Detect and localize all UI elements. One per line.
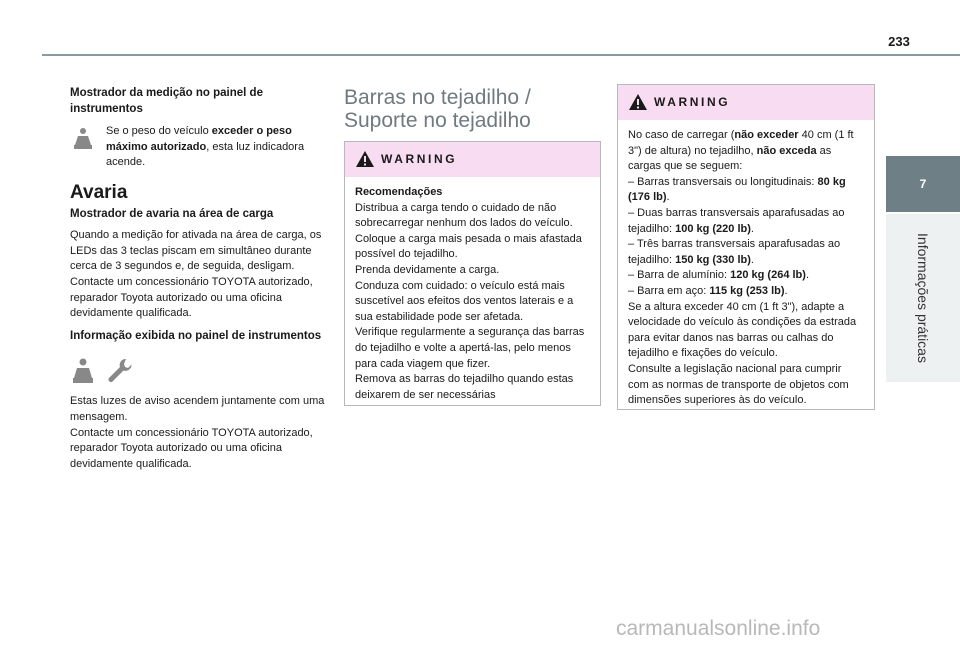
- load-item: – Barras transversais ou longitudinais: 80 kg (176 lb).: [628, 175, 846, 204]
- watermark: carmanualsonline.info: [616, 617, 821, 640]
- rec-line: Prenda devidamente a carga.: [355, 263, 500, 276]
- warning-triangle-icon: [628, 93, 648, 111]
- rec-line: Distribua a carga tendo o cuidado de não sobrecarregar nenhum dos lados do veículo.: [355, 201, 573, 230]
- wrench-icon: [105, 356, 133, 392]
- paragraph-contact-1: Contacte um concessionário TOYOTA autorizado, reparador Toyota autorizado ou uma oficina devidamente qualificada.: [70, 275, 313, 320]
- warning-header: [618, 85, 874, 120]
- height-paragraph: Se a altura exceder 40 cm (1 ft 3"), adapte a velocidade do veículo às condições da estrada para evitar danos nas barras ou calhas do tejadilho e fixações do veículo.: [628, 300, 857, 360]
- warning-box-roof-bars: [344, 141, 601, 406]
- paragraph-contact-2: Contacte um concessionário TOYOTA autorizado, reparador Toyota autorizado ou uma oficina devidamente qualificada.: [70, 426, 313, 470]
- roof-bars-title-line2: Suporte no tejadilho: [344, 109, 531, 132]
- recommendations-title: Recomendações: [355, 186, 443, 198]
- paragraph-lights: Estas luzes de aviso acendem juntamente com uma mensagem.: [70, 395, 325, 423]
- load-item: – Barra de alumínio: 120 kg (264 lb).: [628, 269, 810, 282]
- warning-triangle-icon: [355, 150, 375, 168]
- weight-person-icon: [70, 126, 96, 158]
- heading-cargo-fault: Mostrador de avaria na área de carga: [70, 207, 274, 220]
- chapter-title: Informações práticas: [915, 233, 931, 363]
- legislation-paragraph: Consulte a legislação nacional para cumprir com as normas de transporte de objetos com dimensões superiores às do veículo.: [628, 362, 849, 407]
- column-1: [70, 86, 328, 472]
- load-item: – Duas barras transversais aparafusadas ao tejadilho: 100 kg (220 lb).: [628, 206, 845, 235]
- load-item: – Barra em aço: 115 kg (253 lb).: [628, 284, 788, 297]
- heading-measurement-display: Mostrador da medição no painel de instrumentos: [70, 87, 263, 115]
- warning-icons-row: [70, 356, 328, 388]
- intro-text: Se o peso do veículo exceder o peso máximo autorizado, esta luz indicadora acende.: [106, 125, 305, 169]
- chapter-number-tab[interactable]: 7: [886, 156, 960, 212]
- page-number: 233: [888, 34, 910, 49]
- paragraph-leds: Quando a medição for ativada na área de carga, os LEDs das 3 teclas piscam em simultâneo durante cerca de 3 segundos e, de seguida, desligam.: [70, 229, 322, 273]
- warning-label: WARNING: [381, 152, 458, 166]
- warning-light-row: [70, 124, 328, 171]
- weight-person-icon: [70, 356, 96, 392]
- warning-label: WARNING: [654, 95, 731, 109]
- load-intro: No caso de carregar (não exceder 40 cm (1 ft 3") de altura) no tejadilho, não exceda as cargas que se seguem:: [628, 129, 854, 173]
- load-item: – Três barras transversais aparafusadas ao tejadilho: 150 kg (330 lb).: [628, 238, 841, 266]
- header-rule: [42, 54, 960, 56]
- roof-bars-title-line1: Barras no tejadilho /: [344, 86, 531, 109]
- heading-instrument-info: Informação exibida no painel de instrumentos: [70, 329, 322, 342]
- rec-line: Conduza com cuidado: o veículo está mais suscetível aos efeitos dos ventos laterais e a sua estabilidade pode ser afetada.: [355, 279, 574, 323]
- rec-line: Remova as barras do tejadilho quando estas deixarem de ser necessárias: [355, 373, 574, 401]
- rec-line: Verifique regularmente a segurança das barras do tejadilho e volte a apertá-las, pelo menos para cada viagem que fizer.: [355, 326, 585, 370]
- avaria-title: Avaria: [70, 181, 128, 203]
- warning-body: [345, 177, 600, 409]
- warning-box-load-limits: [617, 84, 875, 410]
- warning-header: [345, 142, 600, 177]
- rec-line: Coloque a carga mais pesada o mais afastada possível do tejadilho.: [355, 232, 582, 261]
- warning-body: [618, 120, 874, 415]
- column-2: [344, 86, 602, 132]
- chapter-title-tab[interactable]: [886, 214, 960, 382]
